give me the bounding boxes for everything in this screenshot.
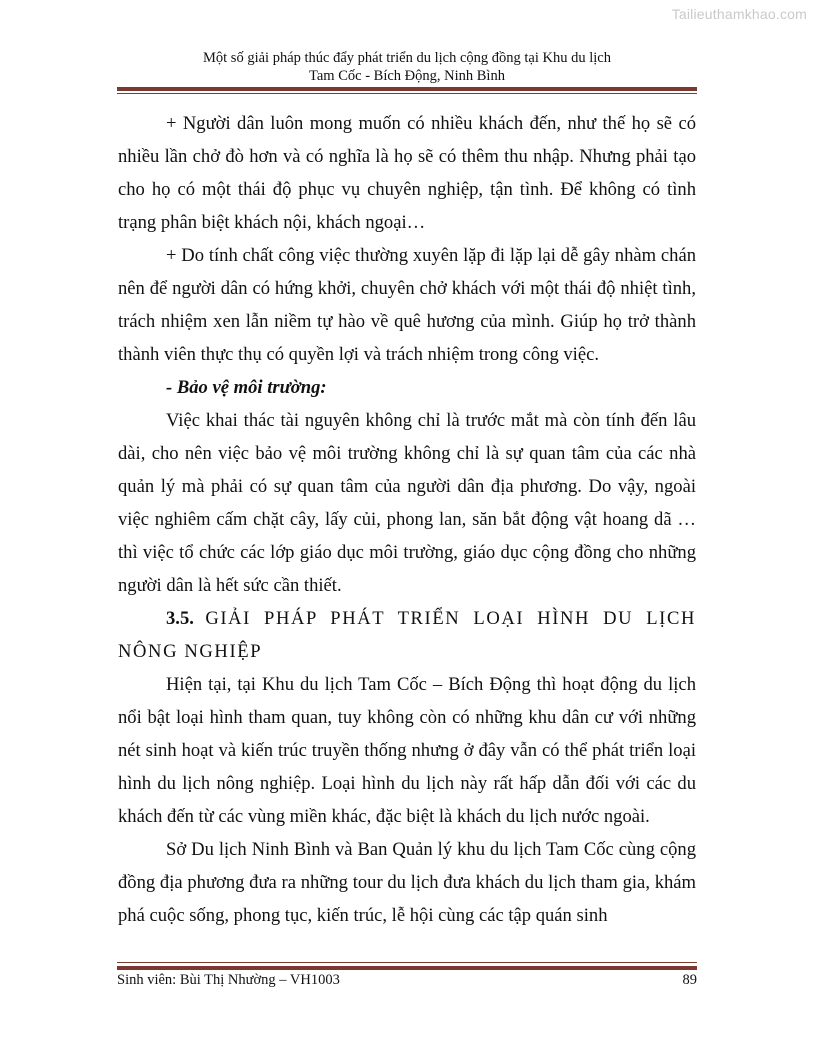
section-title: GIẢI PHÁP PHÁT TRIỂN LOẠI HÌNH DU LỊCH NÔNG NGHIỆP — [118, 608, 696, 662]
section-number: 3.5. — [166, 608, 194, 629]
page-number: 89 — [682, 972, 697, 988]
page-header — [117, 49, 697, 85]
footer-rule-thick — [117, 966, 697, 970]
watermark: Tailieuthamkhao.com — [671, 6, 807, 22]
footer-rule-thin — [117, 962, 697, 963]
paragraph-2: + Do tính chất công việc thường xuyên lặp đi lặp lại dễ gây nhàm chán nên để người dân có hứng khởi, chuyên chở khách với một thái độ nhiệt tình, trách nhiệm xen lẫn niềm tự hào về quê hương của mình. Giúp họ trở thành thành viên thực thụ có quyền lợi và trách nhiệm trong công việc. — [118, 245, 696, 365]
header-line-1: Một số giải pháp thúc đẩy phát triển du lịch cộng đồng tại Khu du lịch — [203, 50, 611, 66]
footer-student: Sinh viên: Bùi Thị Nhường – VH1003 — [117, 972, 340, 988]
paragraph-3: Việc khai thác tài nguyên không chỉ là trước mắt mà còn tính đến lâu dài, cho nên việc bảo vệ môi trường không chỉ là sự quan tâm của các nhà quản lý mà phải có sự quan tâm của người dân địa phương. Do vậy, ngoài việc nghiêm cấm chặt cây, lấy củi, phong lan, săn bắt động vật hoang dã … thì việc tổ chức các lớp giáo dục môi trường, giáo dục cộng đồng cho những người dân là hết sức cần thiết. — [118, 410, 696, 596]
paragraph-1: + Người dân luôn mong muốn có nhiều khách đến, như thế họ sẽ có nhiều lần chở đò hơn và có nghĩa là họ sẽ có thêm thu nhập. Nhưng phải tạo cho họ có một thái độ phục vụ chuyên nghiệp, tận tình. Để không có tình trạng phân biệt khách nội, khách ngoại… — [118, 113, 696, 233]
paragraph-4: Hiện tại, tại Khu du lịch Tam Cốc – Bích Động thì hoạt động du lịch nổi bật loại hình tham quan, tuy không còn có những khu dân cư với những nét sinh hoạt và kiến trúc truyền thống nhưng ở đây vẫn có thể phát triển loại hình du lịch nông nghiệp. Loại hình du lịch này rất hấp dẫn đối với các du khách đến từ các vùng miền khác, đặc biệt là khách du lịch nước ngoài. — [118, 674, 696, 827]
page-body — [118, 107, 696, 932]
page-footer — [117, 972, 697, 989]
header-rule-thick — [117, 87, 697, 91]
header-rule-thin — [117, 93, 697, 94]
paragraph-5: Sở Du lịch Ninh Bình và Ban Quản lý khu du lịch Tam Cốc cùng cộng đồng địa phương đưa ra những tour du lịch đưa khách du lịch tham gia, khám phá cuộc sống, phong tục, kiến trúc, lễ hội cùng các tập quán sinh — [118, 839, 696, 926]
subheading-environment: - Bảo vệ môi trường: — [166, 377, 327, 398]
header-line-2: Tam Cốc - Bích Động, Ninh Bình — [309, 68, 505, 84]
section-heading — [118, 602, 696, 668]
